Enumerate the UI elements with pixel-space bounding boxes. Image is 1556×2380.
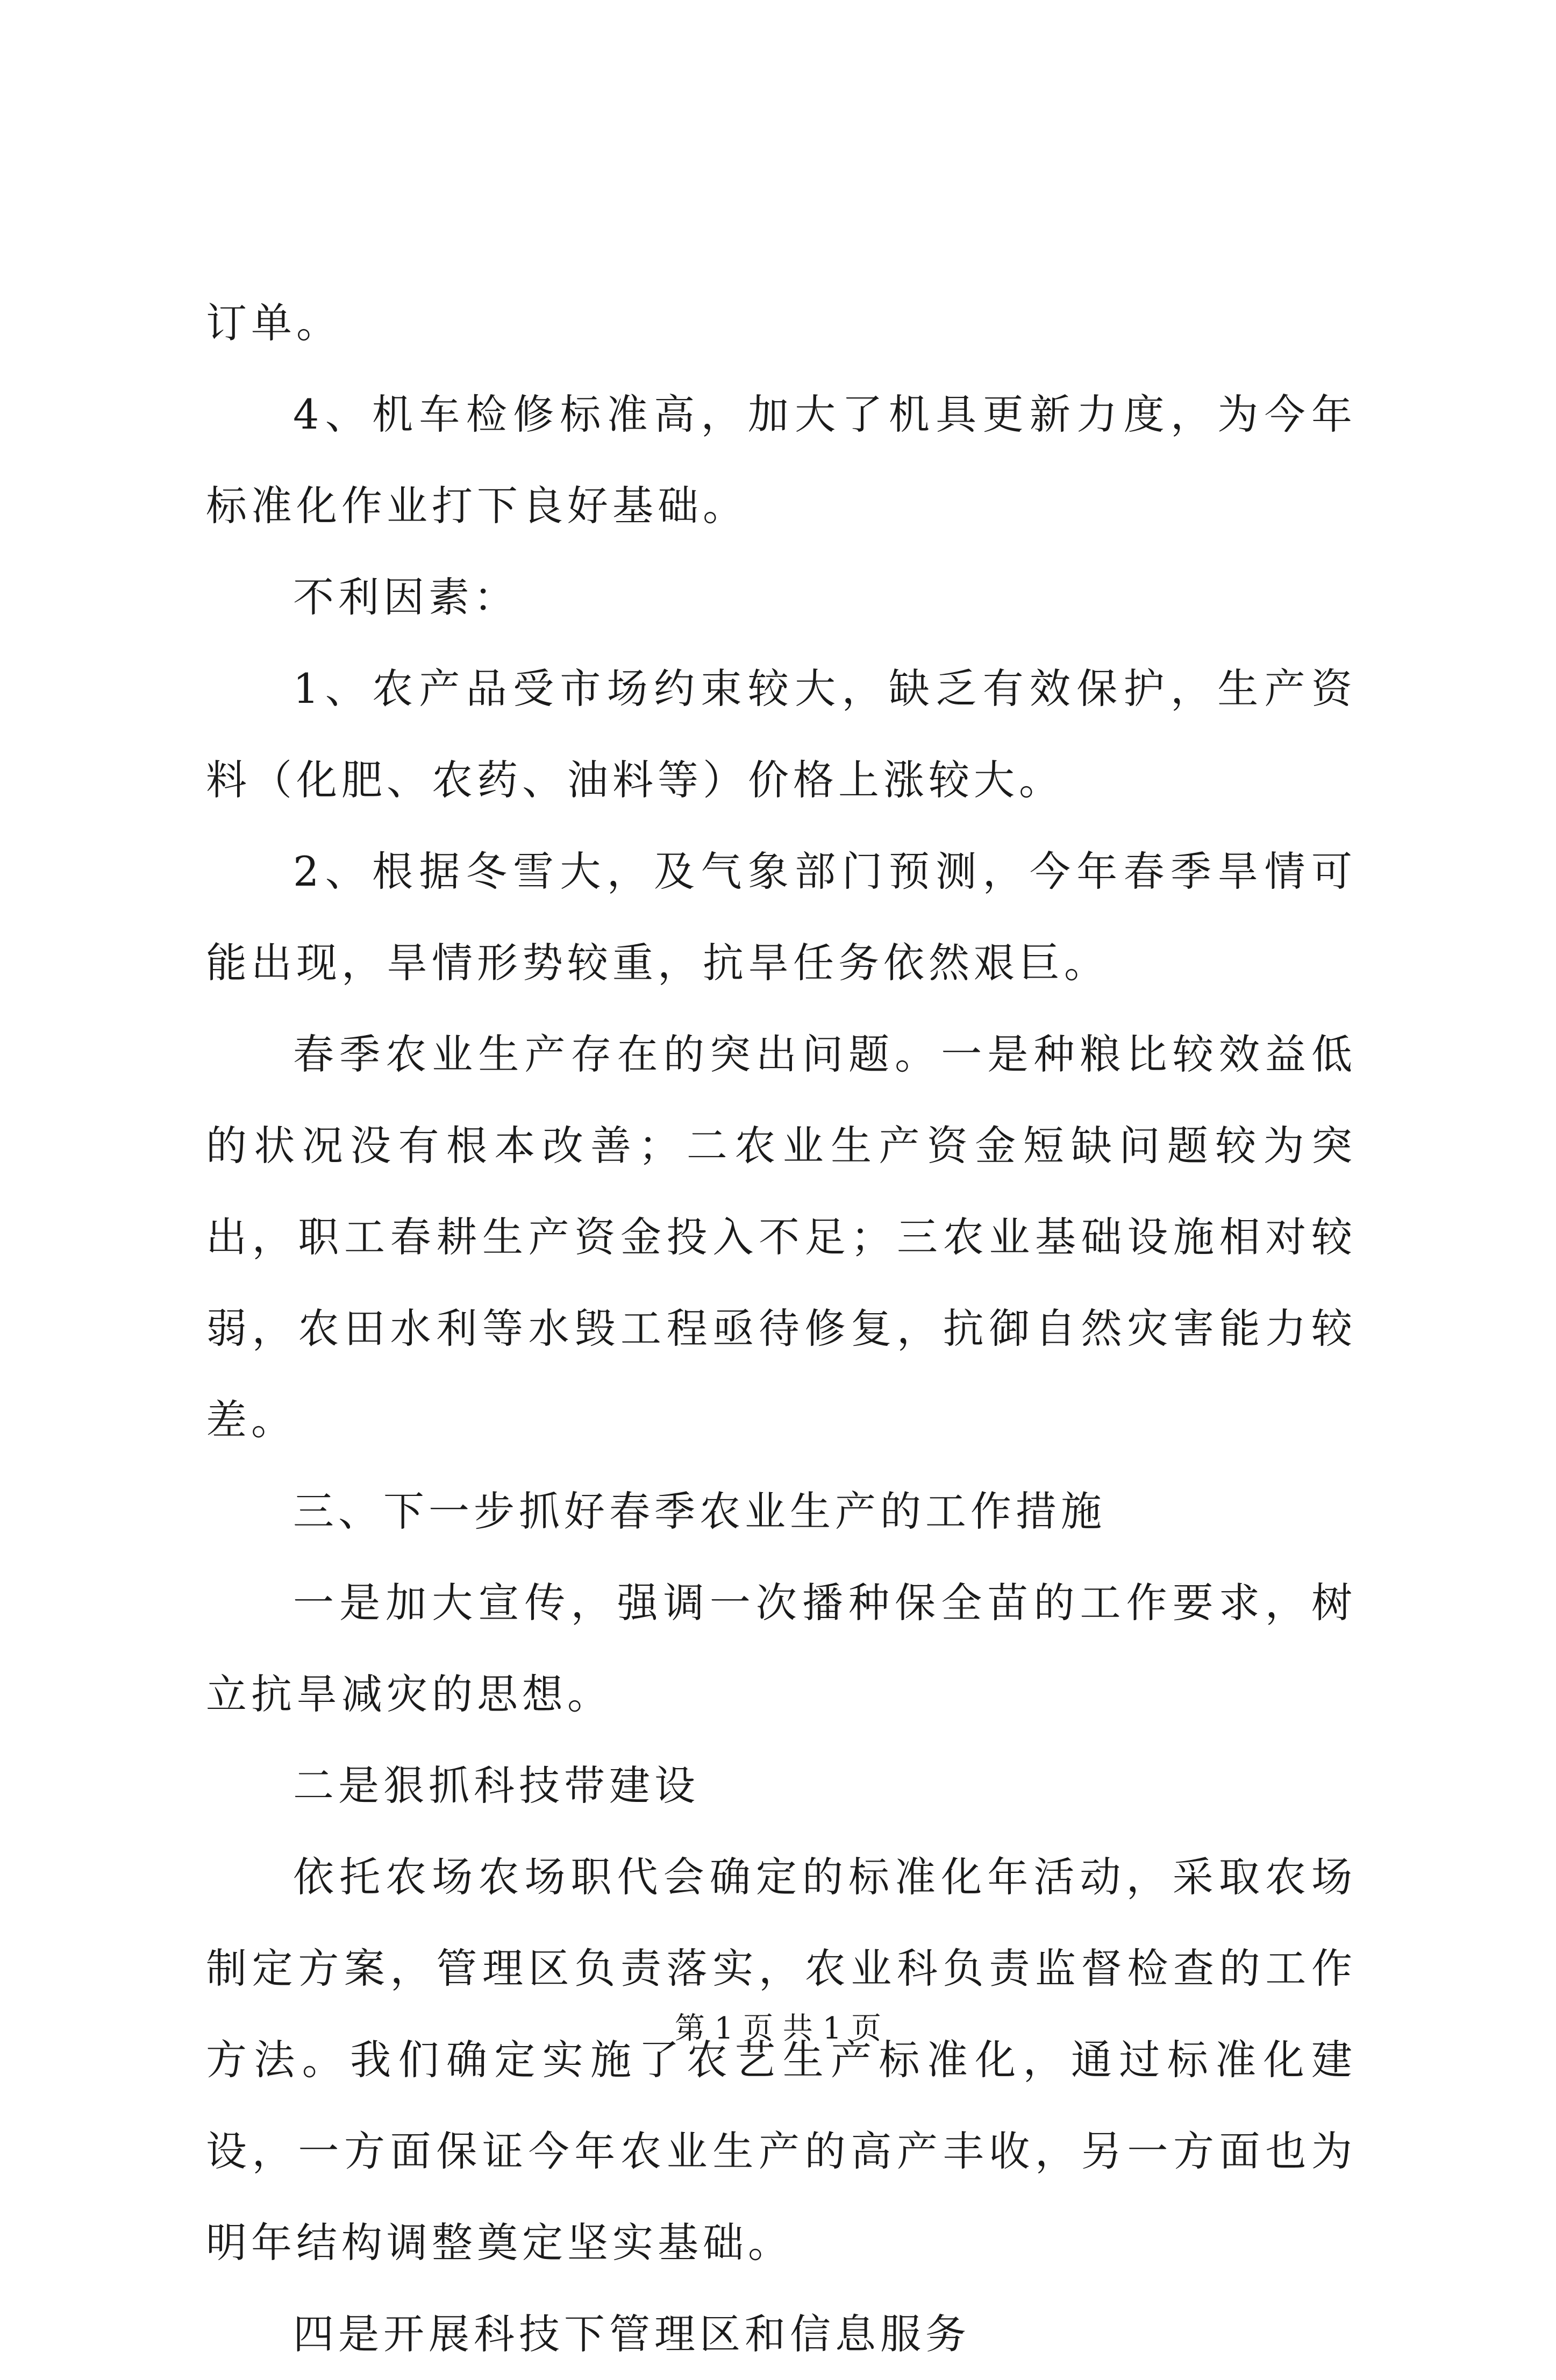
page-footer: 第 1 页 共 1 页 bbox=[674, 2011, 882, 2046]
paragraph-4: 1、农产品受市场约束较大，缺乏有效保护，生产资料（化肥、农药、油料等）价格上涨较大。 bbox=[206, 665, 1357, 804]
paragraph-8: 一是加大宣传，强调一次播种保全苗的工作要求，树立抗旱减灾的思想。 bbox=[206, 1579, 1357, 1718]
paragraph-11: 四是开展科技下管理区和信息服务 bbox=[293, 2310, 970, 2358]
paragraph-3: 不利因素： bbox=[293, 573, 519, 621]
paragraph-2: 4、机车检修标准高，加大了机具更新力度，为今年标准化作业打下良好基础。 bbox=[206, 390, 1357, 530]
paragraph-9: 二是狠抓科技带建设 bbox=[293, 1762, 700, 1809]
document-body bbox=[206, 277, 1357, 2380]
paragraph-5: 2、根据冬雪大，及气象部门预测，今年春季旱情可能出现，旱情形势较重，抗旱任务依然艰巨。 bbox=[206, 847, 1357, 987]
section-heading-3: 三、下一步抓好春季农业生产的工作措施 bbox=[293, 1487, 1106, 1535]
paragraph-1: 订单。 bbox=[206, 299, 341, 347]
paragraph-10: 依托农场农场职代会确定的标准化年活动，采取农场制定方案，管理区负责落实，农业科负责监督检查的工作方法。我们确定实施了农艺生产标准化，通过标准化建设，一方面保证今年农业生产的高产丰收，另一方面也为明年结构调整奠定坚实基础。 bbox=[206, 1853, 1357, 2267]
paragraph-6: 春季农业生产存在的突出问题。一是种粮比较效益低的状况没有根本改善；二农业生产资金短缺问题较为突出，职工春耕生产资金投入不足；三农业基础设施相对较弱，农田水利等水毁工程亟待修复，抗御自然灾害能力较差。 bbox=[206, 1030, 1357, 1444]
